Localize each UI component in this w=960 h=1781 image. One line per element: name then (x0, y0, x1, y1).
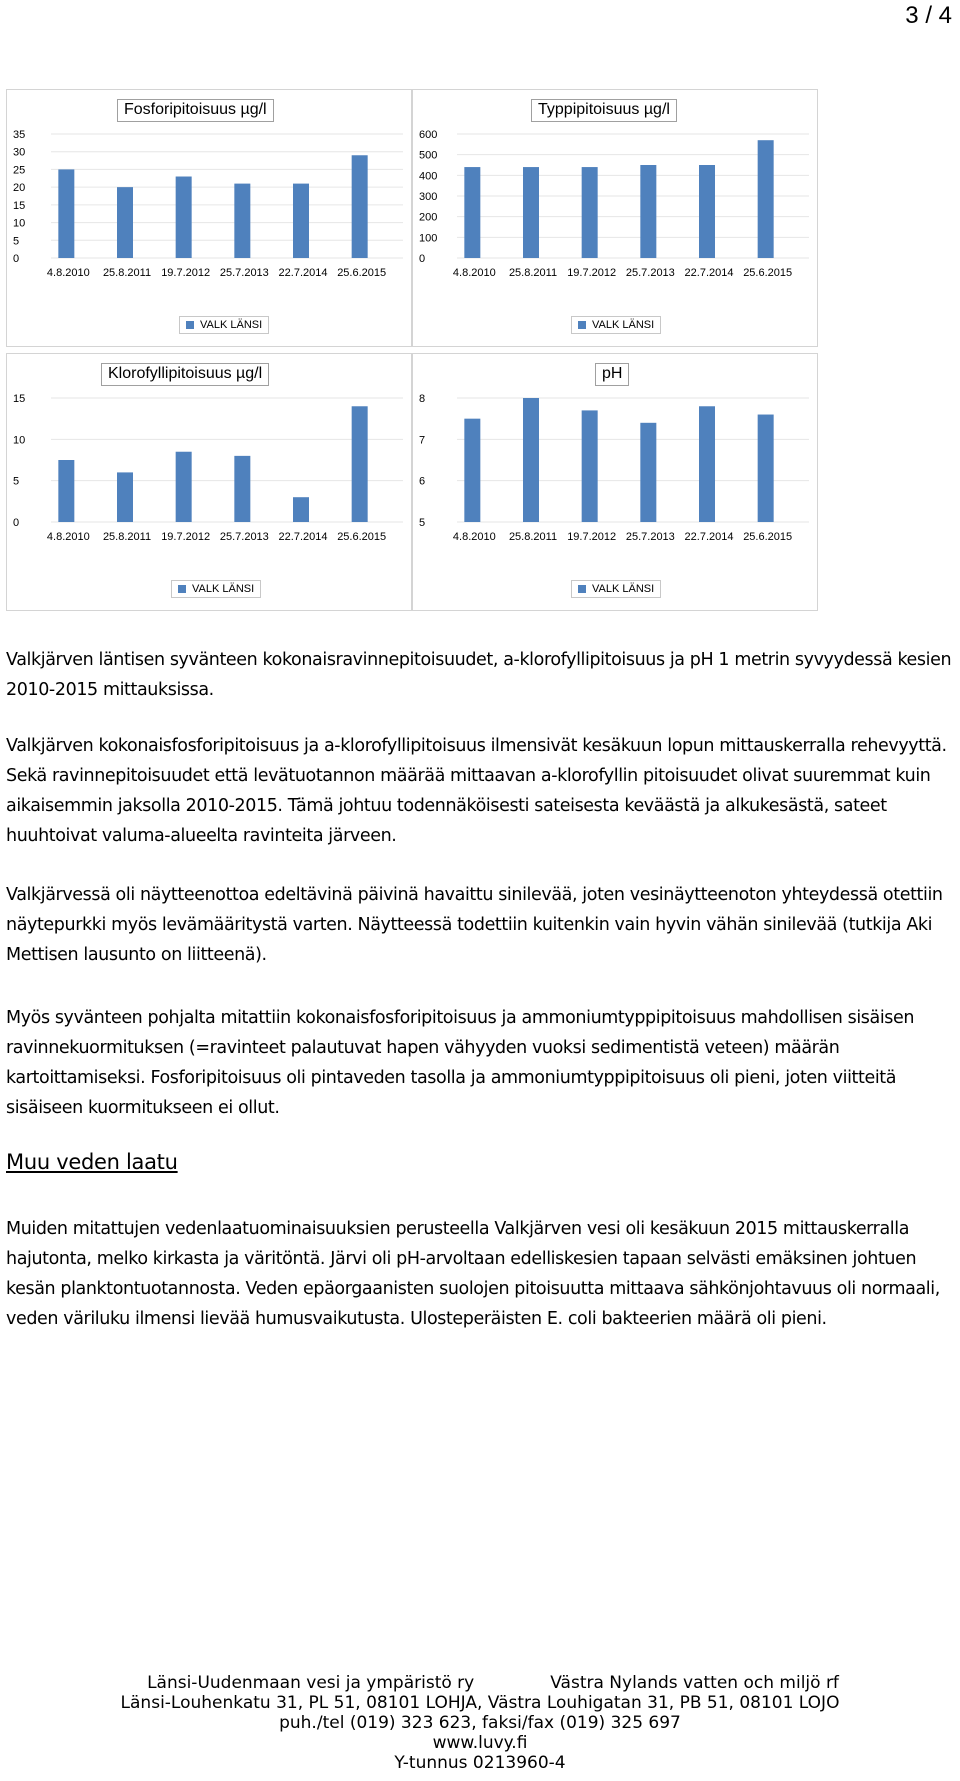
chart-legend (571, 580, 661, 598)
y-tick-label: 8 (419, 393, 426, 405)
y-tick-label: 10 (13, 434, 26, 447)
x-tick-label: 19.7.2012 (161, 267, 211, 279)
bar (758, 140, 774, 258)
ph-chart (412, 353, 818, 611)
bar (176, 452, 192, 522)
paragraph-block-2 (6, 880, 954, 970)
section-heading: Muu veden laatu (6, 1150, 178, 1174)
bar (464, 167, 480, 258)
bar (699, 406, 715, 522)
bar (464, 419, 480, 522)
legend-swatch (178, 585, 186, 593)
y-tick-label: 30 (13, 146, 26, 159)
x-tick-label: 4.8.2010 (452, 267, 496, 279)
bar (117, 187, 133, 258)
legend-label: VALK LÄNSI (592, 583, 655, 595)
chart-legend (179, 316, 269, 334)
chart-legend (571, 316, 661, 334)
x-tick-label: 25.6.2015 (337, 267, 387, 279)
bar (523, 167, 539, 258)
x-tick-label: 25.7.2013 (219, 267, 269, 279)
y-tick-label: 400 (419, 170, 438, 183)
x-tick-label: 25.6.2015 (743, 267, 793, 279)
bar (640, 165, 656, 258)
x-tick-label: 19.7.2012 (567, 267, 617, 279)
bar (234, 456, 250, 522)
y-tick-label: 35 (13, 129, 26, 141)
y-tick-label: 500 (419, 149, 438, 162)
ph-chart-plot (413, 354, 817, 610)
y-tick-label: 600 (419, 129, 438, 141)
bar (352, 406, 368, 522)
y-tick-label: 200 (419, 211, 438, 224)
x-tick-label: 19.7.2012 (161, 531, 211, 543)
x-tick-label: 19.7.2012 (567, 531, 617, 543)
chlorophyll-chart-plot (7, 354, 411, 610)
y-tick-label: 100 (419, 232, 438, 245)
bar (699, 165, 715, 258)
legend-label: VALK LÄNSI (192, 583, 255, 595)
y-tick-label: 300 (419, 191, 438, 203)
x-tick-label: 25.8.2011 (102, 267, 152, 279)
chart-title: Fosforipitoisuus µg/l (117, 99, 274, 122)
footer-address: Länsi-Louhenkatu 31, PL 51, 08101 LOHJA, Västra Louhigatan 31, PB 51, 08101 LOJO (120, 1693, 840, 1713)
x-tick-label: 4.8.2010 (452, 531, 496, 543)
bar (176, 177, 192, 258)
paragraph: Valkjärven kokonaisfosforipitoisuus ja a-klorofyllipitoisuus ilmensivät kesäkuun lopun mittauskerralla rehevyyttä. Sekä ravinnepitoisuudet että levätuotannon määrää mittaavan a-klorofyllin pitoisuudet olivat suuremmat kuin aikaisemmin jaksolla 2010-2015. Tämä johtuu todennäköisesti sateisesta keväästä ja alkukesästä, sateet huuhtoivat valuma-alueelta ravinteita järveen. (6, 736, 947, 846)
x-tick-label: 4.8.2010 (46, 531, 90, 543)
paragraph: Myös syvänteen pohjalta mitattiin kokonaisfosforipitoisuus ja ammoniumtyppipitoisuus mahdollisen sisäisen ravinnekuormituksen (=ravinteet palautuvat hapen vähyyden vuoksi sedimentistä veteen) määrän kartoittamiseksi. Fosforipitoisuus oli pintaveden tasolla ja ammoniumtyppipitoisuus oli pieni, joten viitteitä sisäiseen kuormitukseen ei ollut. (6, 1008, 915, 1118)
y-tick-label: 20 (13, 182, 26, 195)
x-tick-label: 4.8.2010 (46, 267, 90, 279)
y-tick-label: 15 (13, 199, 26, 212)
paragraph-block-4 (6, 1214, 954, 1334)
x-tick-label: 25.8.2011 (508, 531, 558, 543)
y-tick-label: 6 (419, 475, 426, 488)
chlorophyll-chart (6, 353, 412, 611)
y-tick-label: 10 (13, 217, 26, 230)
chart-title: pH (595, 363, 629, 386)
bar (582, 410, 598, 522)
footer-org-sv: Västra Nylands vatten och miljö rf (550, 1673, 839, 1693)
bar (582, 167, 598, 258)
y-tick-label: 7 (419, 434, 426, 447)
paragraph-block-3 (6, 1003, 954, 1123)
x-tick-label: 25.8.2011 (508, 267, 558, 279)
legend-label: VALK LÄNSI (200, 319, 263, 331)
figure-caption: Valkjärven läntisen syvänteen kokonaisravinnepitoisuudet, a-klorofyllipitoisuus ja pH 1 metrin syvyydessä kesien 2010-2015 mittauksissa. (6, 650, 952, 700)
bar (758, 415, 774, 522)
y-tick-label: 5 (13, 235, 20, 248)
bar (523, 398, 539, 522)
bar (293, 184, 309, 258)
paragraph: Muiden mitattujen vedenlaatuominaisuuksien perusteella Valkjärven vesi oli kesäkuun 2015 mittauskerralla hajutonta, melko kirkasta ja väritöntä. Järvi oli pH-arvoltaan edelliskesien tapaan selvästi emäksinen johtuen kesän planktontuotannosta. Veden epäorgaanisten suolojen pitoisuutta mittaava sähkönjohtavuus oli normaali, veden väriluku ilmensi lievää humusvaikutusta. Ulosteperäisten E. coli bakteerien määrä oli pieni. (6, 1219, 940, 1329)
nitrogen-chart-plot (413, 90, 817, 346)
footer-phone: puh./tel (019) 323 623, faksi/fax (019) 325 697 (279, 1713, 681, 1733)
bar (293, 497, 309, 522)
footer (0, 1673, 960, 1773)
chart-title: Klorofyllipitoisuus µg/l (101, 363, 269, 386)
x-tick-label: 25.8.2011 (102, 531, 152, 543)
y-tick-label: 0 (419, 253, 426, 265)
paragraph: Valkjärvessä oli näytteenottoa edeltävinä päivinä havaittu sinilevää, joten vesinäytteenoton yhteydessä otettiin näytepurkki myös levämääritystä varten. Näytteessä todettiin kuitenkin vain hyvin vähän sinilevää (tutkija Aki Mettisen lausunto on liitteenä). (6, 885, 943, 965)
footer-business-id: Y-tunnus 0213960-4 (394, 1753, 566, 1773)
chart-title: Typpipitoisuus µg/l (531, 99, 677, 122)
chart-legend (171, 580, 261, 598)
bar (58, 460, 74, 522)
y-tick-label: 5 (13, 475, 20, 488)
figure-caption-block (6, 645, 954, 705)
y-tick-label: 5 (419, 517, 426, 529)
phosphorus-chart-plot (7, 90, 411, 346)
bar (352, 155, 368, 258)
y-tick-label: 0 (13, 517, 20, 529)
bar (58, 169, 74, 258)
x-tick-label: 22.7.2014 (684, 267, 734, 279)
paragraph-block-1 (6, 731, 954, 851)
nitrogen-chart (412, 89, 818, 347)
bar (640, 423, 656, 522)
x-tick-label: 25.7.2013 (625, 267, 675, 279)
legend-label: VALK LÄNSI (592, 319, 655, 331)
x-tick-label: 22.7.2014 (684, 531, 734, 543)
x-tick-label: 22.7.2014 (278, 267, 328, 279)
x-tick-label: 25.6.2015 (743, 531, 793, 543)
x-tick-label: 25.6.2015 (337, 531, 387, 543)
footer-organizations (0, 1673, 960, 1693)
y-tick-label: 0 (13, 253, 20, 265)
y-tick-label: 15 (13, 393, 26, 405)
y-tick-label: 25 (13, 164, 26, 177)
x-tick-label: 22.7.2014 (278, 531, 328, 543)
footer-org-fi: Länsi-Uudenmaan vesi ja ympäristö ry (147, 1673, 475, 1693)
footer-web[interactable]: www.luvy.fi (432, 1733, 528, 1753)
x-tick-label: 25.7.2013 (219, 531, 269, 543)
legend-swatch (578, 585, 586, 593)
page-number: 3 / 4 (905, 2, 952, 29)
bar (117, 472, 133, 522)
legend-swatch (186, 321, 194, 329)
phosphorus-chart (6, 89, 412, 347)
x-tick-label: 25.7.2013 (625, 531, 675, 543)
bar (234, 184, 250, 258)
legend-swatch (578, 321, 586, 329)
